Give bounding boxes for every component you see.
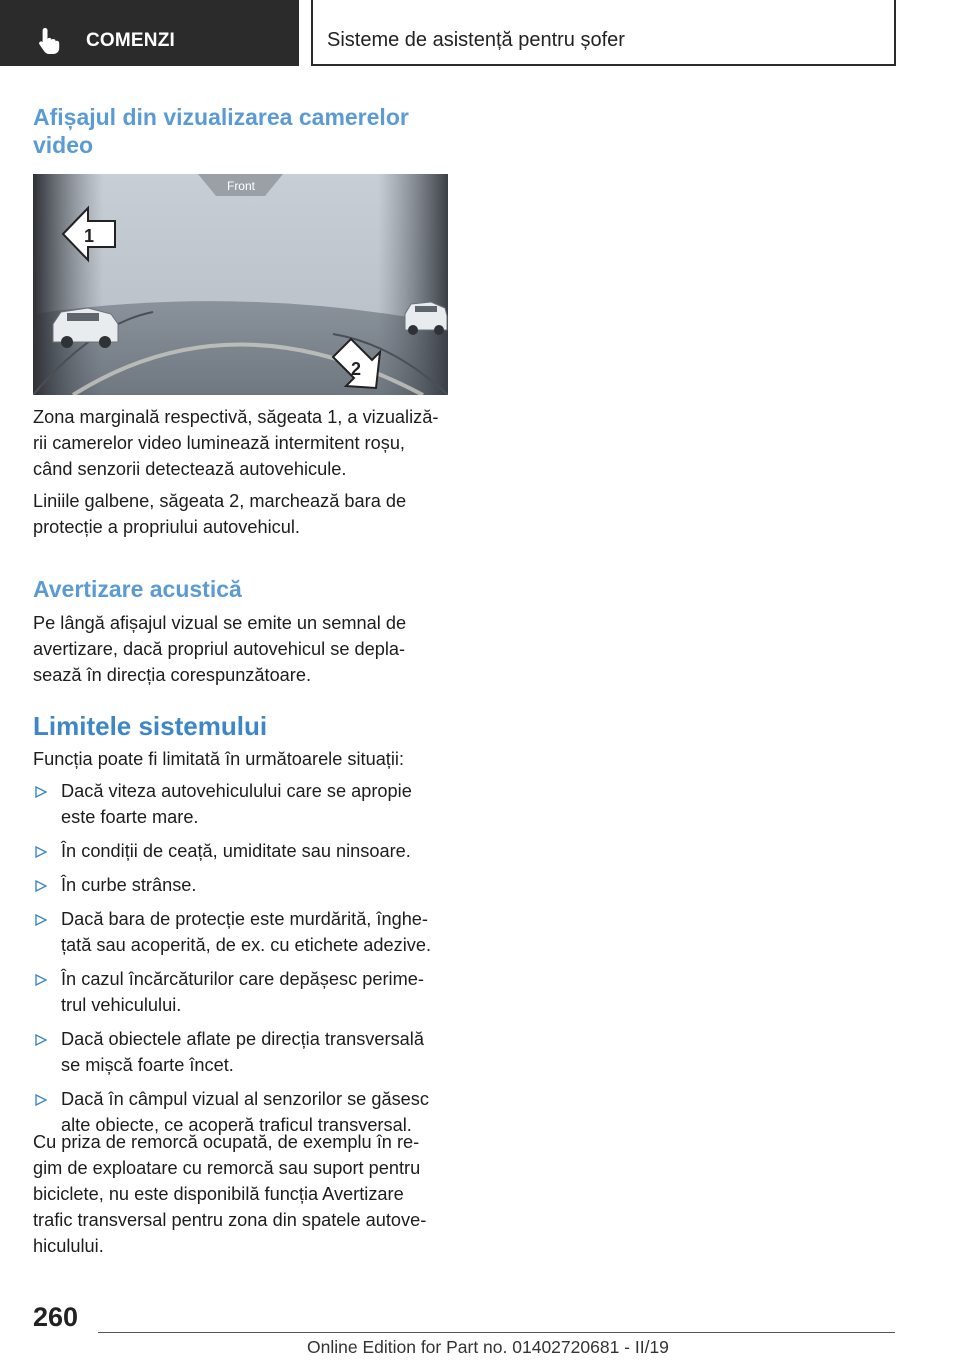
- text-line: Zona marginală respectivă, săgeata 1, a vizualiză-: [33, 407, 439, 427]
- paragraph-trailer-note: [33, 1129, 453, 1259]
- paragraph-acoustic-warning: [33, 610, 453, 688]
- footer-divider: [98, 1332, 895, 1333]
- list-item: [33, 906, 453, 958]
- right-car-icon: [405, 302, 447, 335]
- triangle-bullet-icon: [35, 974, 47, 986]
- list-item-line: Dacă bara de protecție este murdărită, înghe-: [61, 909, 428, 929]
- section-title: Sisteme de asistență pentru șofer: [327, 29, 625, 51]
- text-line: Liniile galbene, săgeata 2, marchează bara de: [33, 491, 407, 511]
- heading-camera-view-line2: video: [33, 132, 94, 158]
- triangle-bullet-icon: [35, 1034, 47, 1046]
- text-line: protecție a propriului autovehicul.: [33, 517, 300, 537]
- chapter-tab[interactable]: [0, 0, 299, 66]
- text-line: Pe lângă afișajul vizual se emite un semnal de: [33, 613, 407, 633]
- right-edge-zone: [378, 174, 448, 395]
- limits-list: [33, 778, 453, 1144]
- paragraph-edge-zone: [33, 404, 453, 482]
- triangle-bullet-icon: [35, 880, 47, 892]
- pointing-hand-icon: [38, 27, 64, 55]
- list-item: [33, 1026, 453, 1078]
- text-line: sează în direcția corespunzătoare.: [33, 665, 312, 685]
- triangle-bullet-icon: [35, 1094, 47, 1106]
- text-line: trafic transversal pentru zona din spatele autove-: [33, 1210, 427, 1230]
- list-item-line: Dacă în câmpul vizual al senzorilor se găsesc: [61, 1089, 429, 1109]
- text-line: rii camerelor video luminează intermitent roșu,: [33, 433, 405, 453]
- front-label: Front: [226, 179, 256, 193]
- text-line: Cu priza de remorcă ocupată, de exemplu în re-: [33, 1132, 420, 1152]
- text-line: hiculului.: [33, 1236, 104, 1256]
- triangle-bullet-icon: [35, 914, 47, 926]
- arrow-1-number: 1: [83, 226, 95, 246]
- triangle-bullet-icon: [35, 786, 47, 798]
- heading-camera-view: [33, 103, 409, 159]
- text-line: când senzorii detectează autovehicule.: [33, 459, 347, 479]
- chapter-tab-label: COMENZI: [86, 30, 176, 51]
- list-item: [33, 966, 453, 1018]
- list-item-line: trul vehiculului.: [61, 995, 182, 1015]
- arrow-2-number: 2: [350, 359, 362, 379]
- left-edge-zone: [33, 174, 103, 395]
- edition-info: Online Edition for Part no. 01402720681 - II/19: [307, 1337, 669, 1357]
- list-item: [33, 838, 453, 864]
- list-item-line: În condiții de ceață, umiditate sau ninsoare.: [61, 841, 411, 861]
- text-line: gim de exploatare cu remorcă sau suport pentru: [33, 1158, 421, 1178]
- camera-view-figure: [33, 174, 448, 395]
- list-item: [33, 778, 453, 830]
- heading-acoustic-warning: Avertizare acustică: [33, 576, 242, 602]
- page-number: 260: [33, 1302, 79, 1332]
- text-line: avertizare, dacă propriul autovehicul se depla-: [33, 639, 406, 659]
- section-title-box: [311, 0, 896, 66]
- paragraph-limits-intro: Funcția poate fi limitată în următoarele situații:: [33, 749, 404, 769]
- list-item-line: alte obiecte, ce acoperă traficul transversal.: [61, 1115, 412, 1135]
- list-item-line: țată sau acoperită, de ex. cu etichete adezive.: [61, 935, 432, 955]
- text-line: biciclete, nu este disponibilă funcția Avertizare: [33, 1184, 404, 1204]
- page-header: [0, 0, 960, 66]
- list-item-line: Dacă obiectele aflate pe direcția transversală: [61, 1029, 424, 1049]
- triangle-bullet-icon: [35, 846, 47, 858]
- list-item-line: se mișcă foarte încet.: [61, 1055, 234, 1075]
- left-car-icon: [53, 308, 118, 348]
- list-item-line: În cazul încărcăturilor care depășesc perime-: [61, 969, 424, 989]
- paragraph-yellow-lines: [33, 488, 453, 540]
- list-item-line: În curbe strânse.: [61, 875, 197, 895]
- list-item: [33, 872, 453, 898]
- heading-system-limits: Limitele sistemului: [33, 711, 268, 741]
- list-item-line: Dacă viteza autovehiculului care se apropie: [61, 781, 412, 801]
- heading-camera-view-line1: Afișajul din vizualizarea camerelor: [33, 104, 409, 130]
- list-item-line: este foarte mare.: [61, 807, 199, 827]
